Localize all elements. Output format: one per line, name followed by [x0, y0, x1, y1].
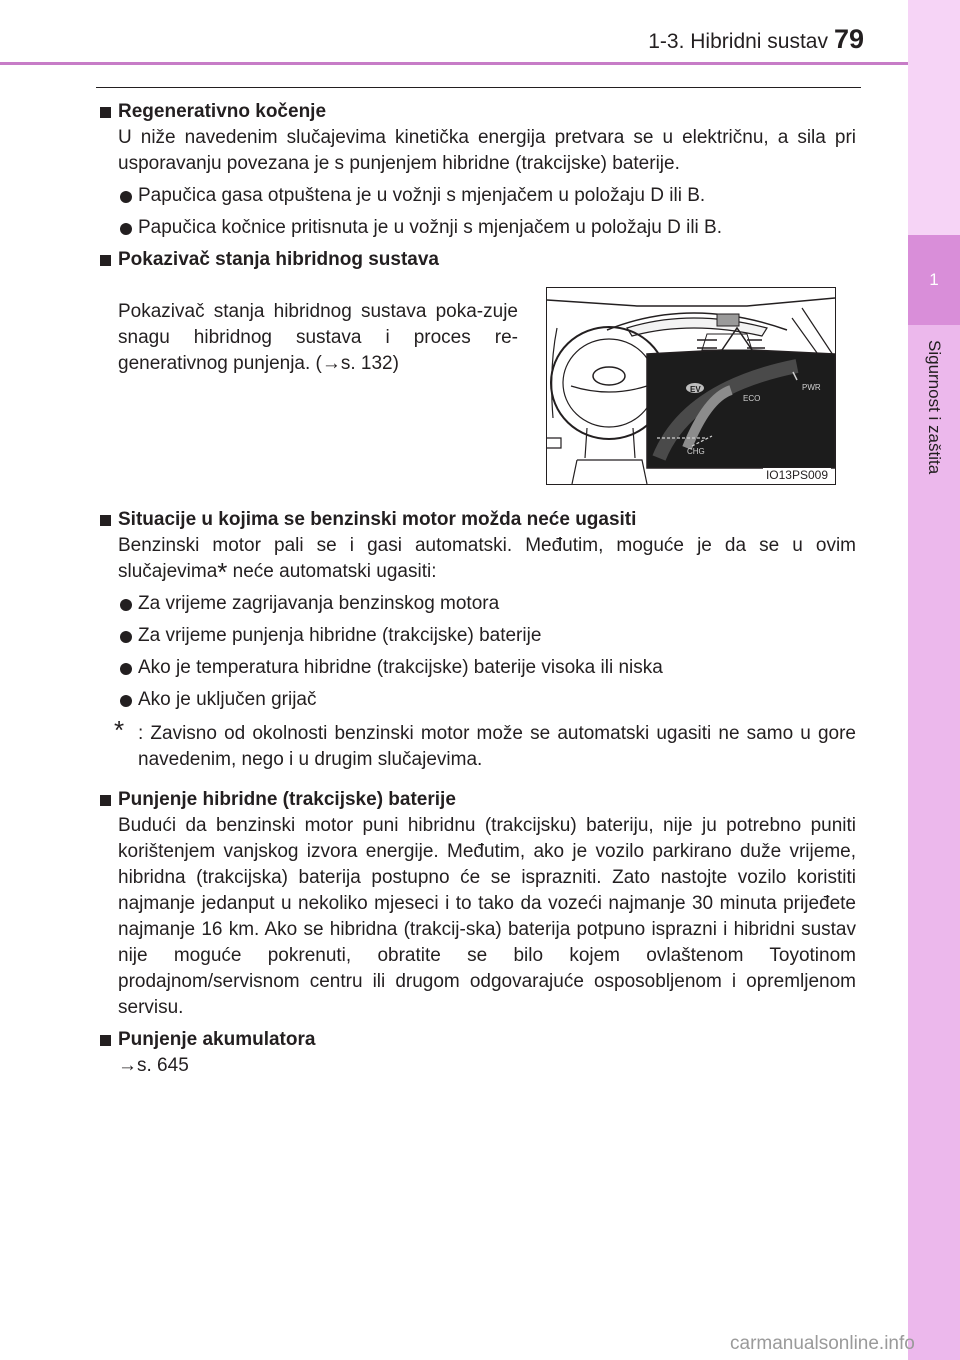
main-content: [96, 93, 856, 1079]
paragraph-engine: Benzinski motor pali se i gasi automatski. Međutim, moguće je da se u ovim slučajevima* neće automatski ugasiti:: [118, 535, 856, 587]
section-title: 1-3. Hibridni sustav: [648, 30, 828, 53]
gauge-eco-label: ECO: [743, 394, 761, 403]
content-top-rule: [96, 87, 861, 88]
side-tab: [908, 0, 960, 1360]
gauge-ev-label: EV: [690, 385, 701, 394]
dashboard-illustration: [546, 287, 836, 485]
bullet-charging: Za vrijeme punjenja hibridne (trakcijske) baterije: [96, 623, 856, 649]
bullet-temperature: Ako je temperatura hibridne (trakcijske) baterije visoka ili niska: [96, 655, 856, 681]
bullet-accelerator: Papučica gasa otpuštena je u vožnji s mjenjačem u položaju D ili B.: [96, 183, 856, 209]
watermark: carmanualsonline.info: [730, 1333, 915, 1354]
paragraph-battery: Budući da benzinski motor puni hibridnu (trakcijsku) bateriju, nije ju potrebno puniti korištenjem vanjskog izvora energije. Međutim, ako je vozilo parkirano duže vrijeme, hibridna (trakcijska) baterija postupno će se isprazniti. Zato nastojte vozilo koristiti najmanje jedanput u nekoliko mjeseci i to tako da vozeći najmanje 30 minuta prijeđete najmanje 16 km. Ako se hibridna (trakcij-ska) baterija potpuno isprazni i hibridni sustav nije moguće pokrenuti, obratite se bilo kojem ovlaštenom Toyotinom prodajnom/servisnom centru ili drugom odgovarajuće osposobljenom i opremljenom servisu.: [118, 815, 856, 1018]
footnote-star: *: [217, 557, 228, 587]
bullet-brake: Papučica kočnice pritisnuta je u vožnji s mjenjačem u položaju D ili B.: [96, 215, 856, 241]
header-rule: [0, 62, 908, 65]
heading-engine-situations: Situacije u kojima se benzinski motor možda neće ugasiti: [96, 507, 856, 533]
side-tab-upper: [908, 0, 960, 235]
gauge-chg-label: CHG: [687, 447, 705, 456]
paragraph-regenerative: U niže navedenim slučajevima kinetička energija pretvara se u električnu, a sila pri usporavanju povezana je s punjenjem hibridne (trakcijske) baterije.: [118, 127, 856, 174]
heading-hybrid-indicator: Pokazivač stanja hibridnog sustava: [96, 247, 856, 273]
figure-label: IO13PS009: [763, 468, 831, 482]
heading-battery-charging: Punjenje hibridne (trakcijske) baterije: [96, 787, 856, 813]
chapter-title: Sigurnost i zaštita: [925, 340, 944, 475]
bullet-heater: Ako je uključen grijač: [96, 687, 856, 713]
page-reference: →s. 645: [118, 1055, 189, 1076]
gauge-pwr-label: PWR: [802, 383, 821, 392]
paragraph-indicator: Pokazivač stanja hibridnog sustava poka-zuje snagu hibridnog sustava i proces re-generativnog punjenja. (→s. 132): [118, 301, 518, 374]
dashboard-drawing: [547, 288, 835, 484]
footnote: * : Zavisno od okolnosti benzinski motor može se automatski ugasiti ne samo u gore navedenim, nego i u drugim slučajevima.: [114, 715, 856, 770]
heading-accumulator: Punjenje akumulatora: [96, 1027, 856, 1053]
bullet-warmup: Za vrijeme zagrijavanja benzinskog motora: [96, 591, 856, 617]
page-number: 79: [834, 24, 865, 54]
chapter-number: 1: [908, 235, 960, 325]
heading-regenerative-braking: Regenerativno kočenje: [96, 99, 856, 125]
